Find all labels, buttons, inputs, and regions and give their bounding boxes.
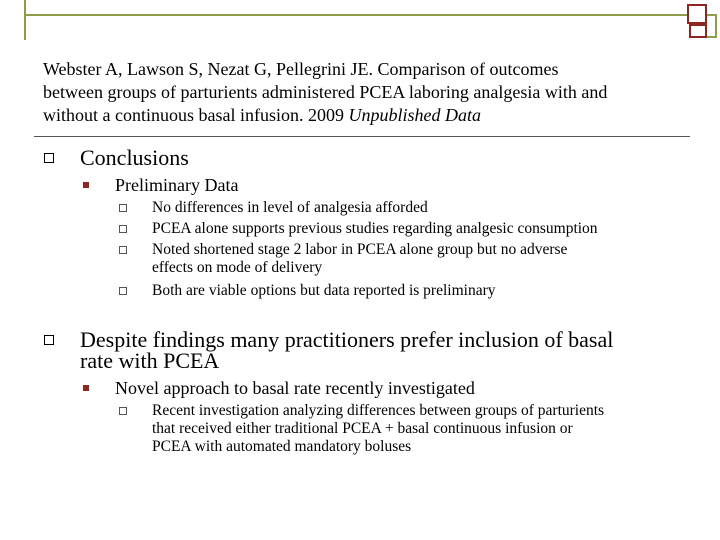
title-line: Webster A, Lawson S, Nezat G, Pellegrini JE. Comparison of outcomes: [43, 59, 559, 79]
filled-square-bullet-icon: [83, 385, 89, 391]
slide-title: [43, 58, 693, 127]
list-item-line: that received either traditional PCEA + basal continuous infusion or: [152, 420, 573, 437]
title-line-text: without a continuous basal infusion. 2009: [43, 105, 349, 125]
title-divider: [34, 136, 690, 137]
list-item-line: effects on mode of delivery: [152, 259, 323, 276]
decorative-corner-square: [689, 24, 707, 38]
hollow-square-bullet-icon: [119, 225, 127, 233]
title-line: [43, 104, 693, 127]
subheading-preliminary-data: Preliminary Data: [115, 175, 239, 195]
hollow-square-bullet-icon: [119, 287, 127, 295]
title-line: between groups of parturients administered PCEA laboring analgesia with and: [43, 82, 608, 102]
decorative-top-rule: [24, 14, 688, 16]
list-item: Both are viable options but data reported is preliminary: [152, 282, 496, 299]
square-bullet-icon: [44, 335, 54, 345]
subheading-novel-approach: Novel approach to basal rate recently investigated: [115, 378, 475, 398]
list-item-line: PCEA with automated mandatory boluses: [152, 438, 412, 455]
list-item: PCEA alone supports previous studies regarding analgesic consumption: [152, 220, 598, 237]
heading-line: Despite findings many practitioners prefer inclusion of basal: [80, 327, 614, 352]
list-item-line: Recent investigation analyzing differences between groups of parturients: [152, 402, 605, 419]
list-item: [152, 241, 692, 277]
list-item: No differences in level of analgesia afforded: [152, 199, 428, 216]
title-italic-text: Unpublished Data: [348, 105, 481, 125]
section-heading-basal-rate: [80, 329, 613, 371]
list-item-line: Noted shortened stage 2 labor in PCEA alone group but no adverse: [152, 241, 568, 258]
hollow-square-bullet-icon: [119, 204, 127, 212]
hollow-square-bullet-icon: [119, 407, 127, 415]
filled-square-bullet-icon: [83, 182, 89, 188]
heading-line: rate with PCEA: [80, 348, 220, 373]
hollow-square-bullet-icon: [119, 246, 127, 254]
decorative-left-vertical-line: [24, 0, 26, 40]
list-item: [152, 402, 692, 456]
section-heading-conclusions: Conclusions: [80, 145, 189, 170]
decorative-corner-square: [687, 4, 707, 24]
square-bullet-icon: [44, 153, 54, 163]
